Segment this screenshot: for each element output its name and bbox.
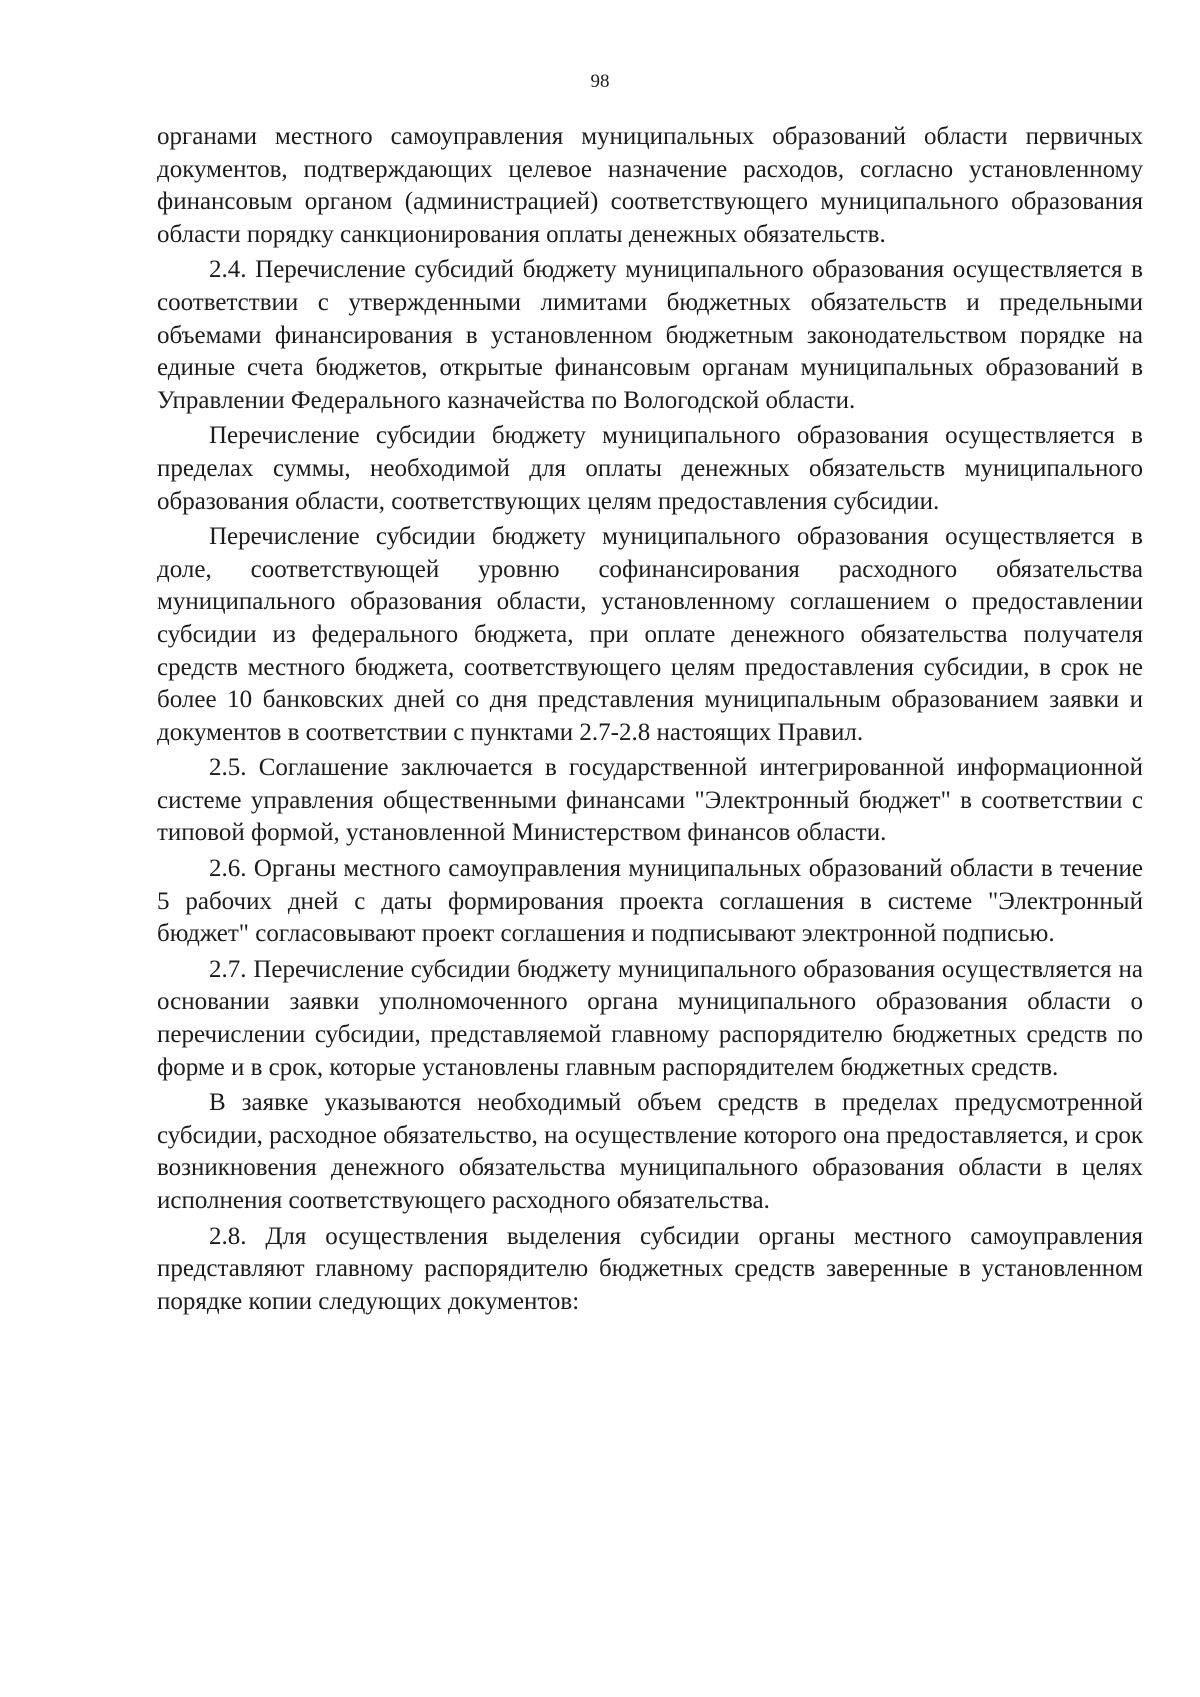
document-body — [157, 121, 1143, 1321]
paragraph-2-4-share: Перечисление субсидии бюджету муниципального образования осуществляется в доле, соответствующей уровню софинансирования расходного обязательства муниципального образования области, установленному соглашением о предоставлении субсидии из федерального бюджета, при оплате денежного обязательства получателя средств местного бюджета, соответствующего целям предоставления субсидии, в срок не более 10 банковских дней со дня представления муниципальным образованием заявки и документов в соответствии с пунктами 2.7-2.8 настоящих Правил. — [157, 523, 1143, 746]
page-number: 98 — [590, 71, 610, 92]
paragraph-2-4-limit: Перечисление субсидии бюджету муниципального образования осуществляется в пределах суммы, необходимой для оплаты денежных обязательств муниципального образования области, соответствующих целям предоставления субсидии. — [157, 422, 1143, 515]
paragraph-2-5: 2.5. Соглашение заключается в государственной интегрированной информационной системе управления общественными финансами "Электронный бюджет" в соответствии с типовой формой, установленной Министерством финансов области. — [157, 754, 1143, 847]
paragraph-2-7-request: В заявке указываются необходимый объем средств в пределах предусмотренной субсидии, расходное обязательство, на осуществление которого она предоставляется, и срок возникновения денежного обязательства муниципального образования области в целях исполнения соответствующего расходного обязательства. — [157, 1089, 1143, 1214]
paragraph-2-6: 2.6. Органы местного самоуправления муниципальных образований области в течение 5 рабочих дней с даты формирования проекта соглашения в системе "Электронный бюджет" согласовывают проект соглашения и подписывают электронной подписью. — [157, 855, 1143, 948]
paragraph-2-7: 2.7. Перечисление субсидии бюджету муниципального образования осуществляется на основании заявки уполномоченного органа муниципального образования области о перечислении субсидии, представляемой главному распорядителю бюджетных средств по форме и в срок, которые установлены главным распорядителем бюджетных средств. — [157, 955, 1143, 1081]
paragraph-2-8: 2.8. Для осуществления выделения субсидии органы местного самоуправления представляют главному распорядителю бюджетных средств заверенные в установленном порядке копии следующих документов: — [157, 1222, 1143, 1315]
paragraph-continuation: органами местного самоуправления муниципальных образований области первичных документов, подтверждающих целевое назначение расходов, согласно установленному финансовым органом (администрацией) соответствующего муниципального образования области порядку санкционирования оплаты денежных обязательств. — [157, 123, 1143, 248]
paragraph-2-4: 2.4. Перечисление субсидий бюджету муниципального образования осуществляется в соответствии с утвержденными лимитами бюджетных обязательств и предельными объемами финансирования в установленном бюджетным законодательством порядке на единые счета бюджетов, открытые финансовым органам муниципальных образований в Управлении Федерального казначейства по Вологодской области. — [157, 256, 1143, 414]
